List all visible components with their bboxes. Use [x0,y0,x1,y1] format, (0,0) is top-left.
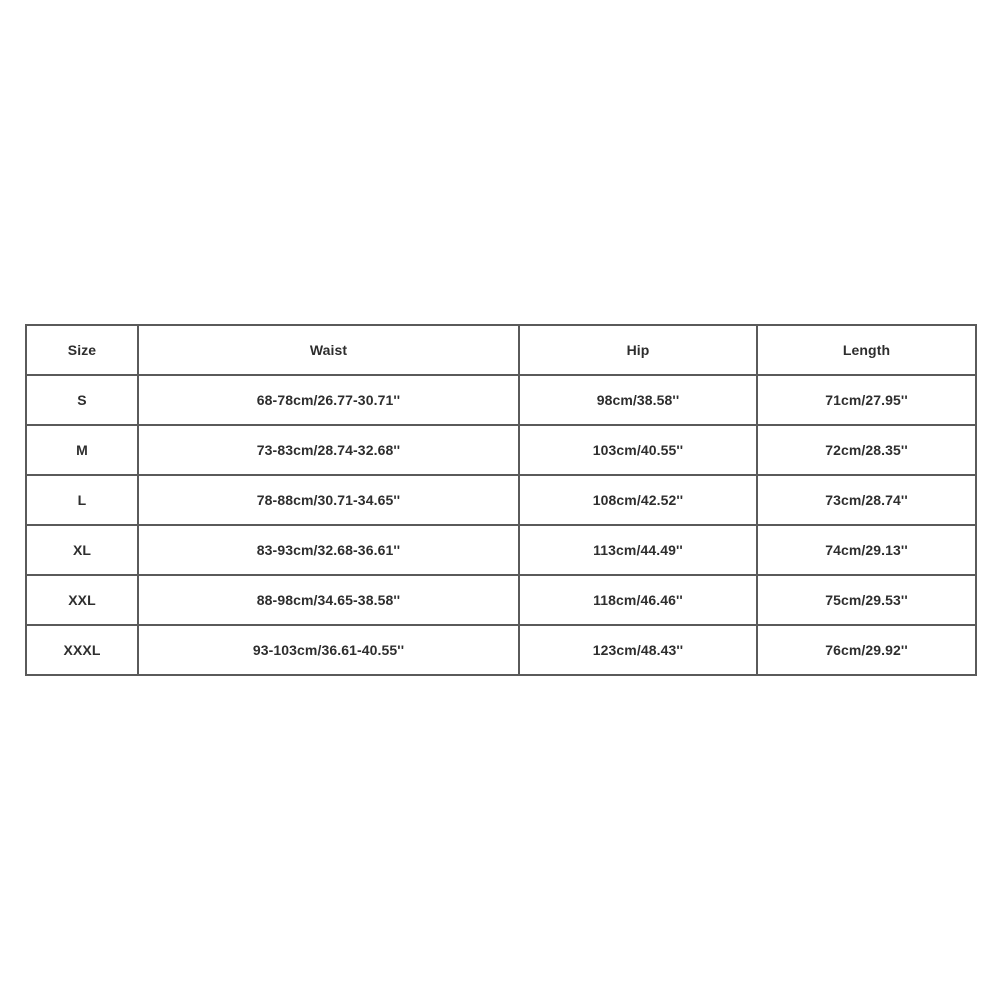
cell-size: S [26,375,138,425]
size-chart-table [25,324,977,676]
cell-hip: 98cm/38.58'' [519,375,757,425]
header-hip: Hip [519,325,757,375]
cell-hip: 118cm/46.46'' [519,575,757,625]
cell-size: L [26,475,138,525]
cell-size: XXL [26,575,138,625]
cell-length: 71cm/27.95'' [757,375,976,425]
header-waist: Waist [138,325,519,375]
header-size: Size [26,325,138,375]
cell-waist: 83-93cm/32.68-36.61'' [138,525,519,575]
cell-size: M [26,425,138,475]
cell-hip: 123cm/48.43'' [519,625,757,675]
cell-waist: 93-103cm/36.61-40.55'' [138,625,519,675]
table-row [26,575,976,625]
cell-size: XXXL [26,625,138,675]
cell-hip: 108cm/42.52'' [519,475,757,525]
table-row [26,475,976,525]
table-row [26,425,976,475]
cell-waist: 73-83cm/28.74-32.68'' [138,425,519,475]
table-header-row [26,325,976,375]
table-row [26,525,976,575]
cell-length: 76cm/29.92'' [757,625,976,675]
cell-waist: 78-88cm/30.71-34.65'' [138,475,519,525]
cell-waist: 88-98cm/34.65-38.58'' [138,575,519,625]
table-row [26,375,976,425]
cell-hip: 103cm/40.55'' [519,425,757,475]
cell-length: 73cm/28.74'' [757,475,976,525]
cell-waist: 68-78cm/26.77-30.71'' [138,375,519,425]
table-row [26,625,976,675]
cell-length: 72cm/28.35'' [757,425,976,475]
cell-length: 74cm/29.13'' [757,525,976,575]
cell-length: 75cm/29.53'' [757,575,976,625]
cell-size: XL [26,525,138,575]
header-length: Length [757,325,976,375]
cell-hip: 113cm/44.49'' [519,525,757,575]
